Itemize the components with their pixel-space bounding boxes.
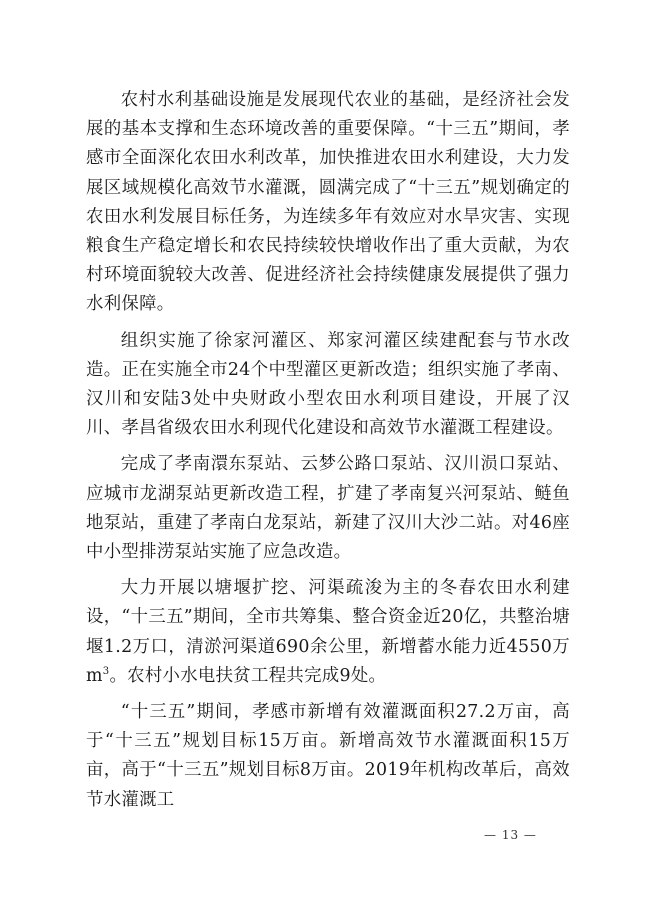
document-body xyxy=(86,86,570,822)
paragraph-3: 完成了孝南澴东泵站、云梦公路口泵站、汉川涢口泵站、应城市龙湖泵站更新改造工程，扩建了孝南复兴河泵站、鲢鱼地泵站，重建了孝南白龙泵站，新建了汉川大沙二站。对46座中小型排涝泵站实施了应急改造。 xyxy=(86,454,570,563)
paragraph-4-tail: 。农村小水电扶贫工程共完成9处。 xyxy=(109,665,387,686)
page-number: — 13 — xyxy=(484,828,537,842)
paragraph-4 xyxy=(86,574,570,691)
paragraph-4-text: 大力开展以塘堰扩挖、河渠疏浚为主的冬春农田水利建设，“十三五”期间，全市共筹集、整合资金近20亿，共整治塘堰1.2万口，清淤河渠道690余公里，新增蓄水能力近4550万m xyxy=(86,578,570,686)
paragraph-5: “十三五”期间，孝感市新增有效灌溉面积27.2万亩，高于“十三五”规划目标15万亩。新增高效节水灌溉面积15万亩，高于“十三五”规划目标8万亩。2019年机构改革后，高效节水灌溉工 xyxy=(86,702,570,810)
paragraph-2: 组织实施了徐家河灌区、郑家河灌区续建配套与节水改造。正在实施全市24个中型灌区更新改造；组织实施了孝南、汉川和安陆3处中央财政小型农田水利项目建设，开展了汉川、孝昌省级农田水利现代化建设和高效节水灌溉工程建设。 xyxy=(86,330,570,439)
unit-superscript: 3 xyxy=(102,666,110,678)
paragraph-1: 农村水利基础设施是发展现代农业的基础，是经济社会发展的基本支撑和生态环境改善的重要保障。“十三五”期间，孝感市全面深化农田水利改革，加快推进农田水利建设，大力发展区域规模化高效节水灌溉，圆满完成了“十三五”规划确定的农田水利发展目标任务，为连续多年有效应对水旱灾害、实现粮食生产稳定增长和农民持续较快增收作出了重大贡献，为农村环境面貌较大改善、促进经济社会持续健康发展提供了强力水利保障。 xyxy=(86,90,570,315)
